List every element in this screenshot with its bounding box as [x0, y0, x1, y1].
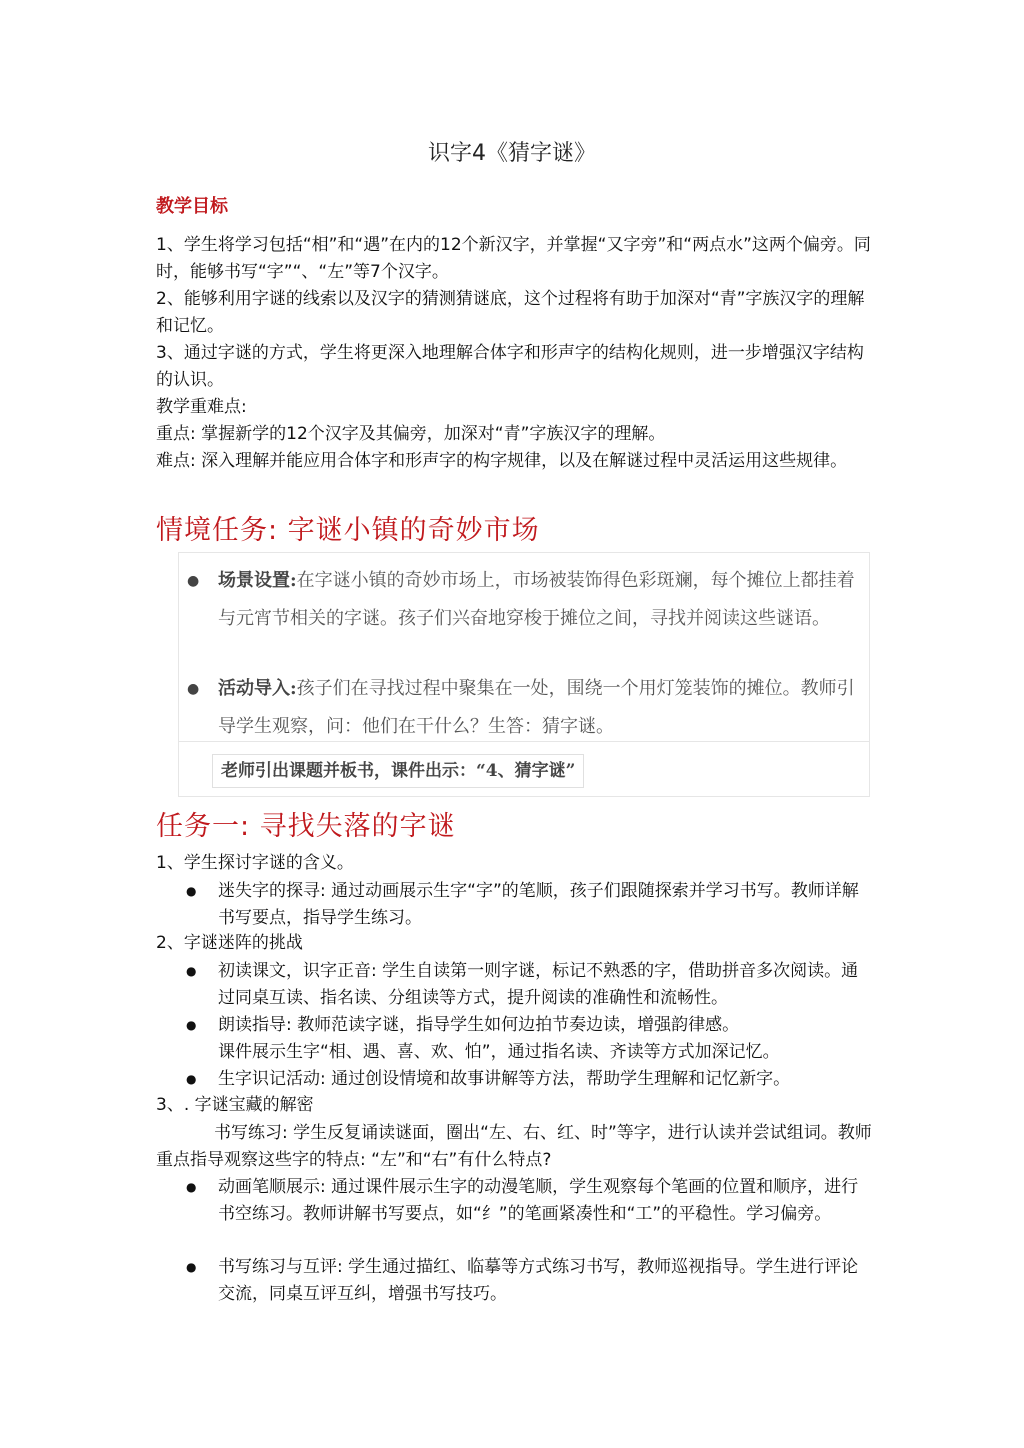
list-item-text: 初读课文，识字正音: 学生自读第一则字谜，标记不熟悉的字，借助拼音多次阅读。通过同桌互读、指名读、分组读等方式，提升阅读的准确性和流畅性。: [218, 961, 859, 1008]
task1-step-2: 2、字谜迷阵的挑战: [156, 933, 303, 953]
lesson-banner: 老师引出课题并板书，课件出示：“4、猜字谜”: [212, 754, 584, 788]
objectives-list: [156, 232, 872, 475]
bullet-icon: ●: [186, 884, 197, 898]
objective-item: 3、通过字谜的方式，学生将更深入地理解合体字和形声字的结构化规则，进一步增强汉字结构的认识。: [156, 343, 864, 390]
scenario-item-label: 场景设置:: [218, 570, 297, 591]
key-point: 重点: 掌握新学的12个汉字及其偏旁，加深对“青”字族汉字的理解。: [156, 424, 666, 444]
objective-item: 1、学生将学习包括“相”和“遇”在内的12个新汉字，并掌握“又字旁”和“两点水”这两个偏旁。同时，能够书写“字”“、“左”等7个汉字。: [156, 235, 871, 282]
bullet-icon: ●: [187, 573, 200, 589]
scenario-item: [187, 670, 870, 746]
list-item: [186, 1066, 874, 1093]
list-item-text: 书写练习与互评: 学生通过描红、临摹等方式练习书写，教师巡视指导。学生进行评论交流，同桌互评互纠，增强书写技巧。: [218, 1257, 859, 1304]
list-item: [186, 1012, 874, 1066]
bullet-icon: ●: [186, 1180, 197, 1194]
page-title: 识字4《猜字谜》: [428, 141, 596, 166]
bullet-icon: ●: [186, 1260, 197, 1274]
scenario-item-label: 活动导入:: [218, 678, 297, 699]
keypoints-label: 教学重难点:: [156, 397, 247, 417]
bullet-icon: ●: [186, 1018, 197, 1032]
list-item: [186, 878, 874, 932]
scenario-item: [187, 562, 870, 638]
scenario-title: 情境任务: 字谜小镇的奇妙市场: [156, 515, 540, 546]
bullet-icon: ●: [186, 1072, 197, 1086]
bullet-icon: ●: [186, 964, 197, 978]
writing-practice: 书写练习: 学生反复诵读谜面，圈出“左、右、红、时”等字，进行认读并尝试组词。教师重点指导观察这些字的特点: “左”和“右”有什么特点?: [156, 1123, 872, 1170]
task1-step-1: 1、学生探讨字谜的含义。: [156, 853, 354, 873]
list-item-text: 动画笔顺展示: 通过课件展示生字的动漫笔顺，学生观察每个笔画的位置和顺序，进行书空练习。教师讲解书写要点，如“纟”的笔画紧凑性和“工”的平稳性。学习偏旁。: [218, 1177, 859, 1224]
objective-item: 2、能够利用字谜的线索以及汉字的猜测猜谜底，这个过程将有助于加深对“青”字族汉字的理解和记忆。: [156, 289, 865, 336]
scenario-item-text: 孩子们在寻找过程中聚集在一处，围绕一个用灯笼装饰的摊位。教师引导学生观察，问：他们在干什么？生答：猜字谜。: [218, 678, 855, 737]
list-item-text: 迷失字的探寻: 通过动画展示生字“字”的笔顺，孩子们跟随探索并学习书写。教师详解书写要点，指导学生练习。: [218, 881, 859, 928]
bullet-icon: ●: [187, 681, 200, 697]
scenario-item-text: 在字谜小镇的奇妙市场上，市场被装饰得色彩斑斓，每个摊位上都挂着与元宵节相关的字谜。孩子们兴奋地穿梭于摊位之间，寻找并阅读这些谜语。: [218, 570, 855, 629]
difficult-point: 难点: 深入理解并能应用合体字和形声字的构字规律，以及在解谜过程中灵活运用这些规律。: [156, 451, 848, 471]
task1-title: 任务一: 寻找失落的字谜: [156, 811, 456, 842]
objectives-heading: 教学目标: [156, 196, 228, 217]
list-item-text: 朗读指导: 教师范读字谜，指导学生如何边拍节奏边读，增强韵律感。: [218, 1015, 740, 1035]
task1-step-3: 3、. 字谜宝藏的解密: [156, 1095, 314, 1115]
list-item-text: 生字识记活动: 通过创设情境和故事讲解等方法，帮助学生理解和记忆新字。: [218, 1069, 791, 1089]
list-item-text: 课件展示生字“相、遇、喜、欢、怕”，通过指名读、齐读等方式加深记忆。: [218, 1042, 780, 1062]
list-item: [186, 1254, 874, 1308]
list-item: [186, 1174, 874, 1228]
list-item: [186, 958, 874, 1012]
